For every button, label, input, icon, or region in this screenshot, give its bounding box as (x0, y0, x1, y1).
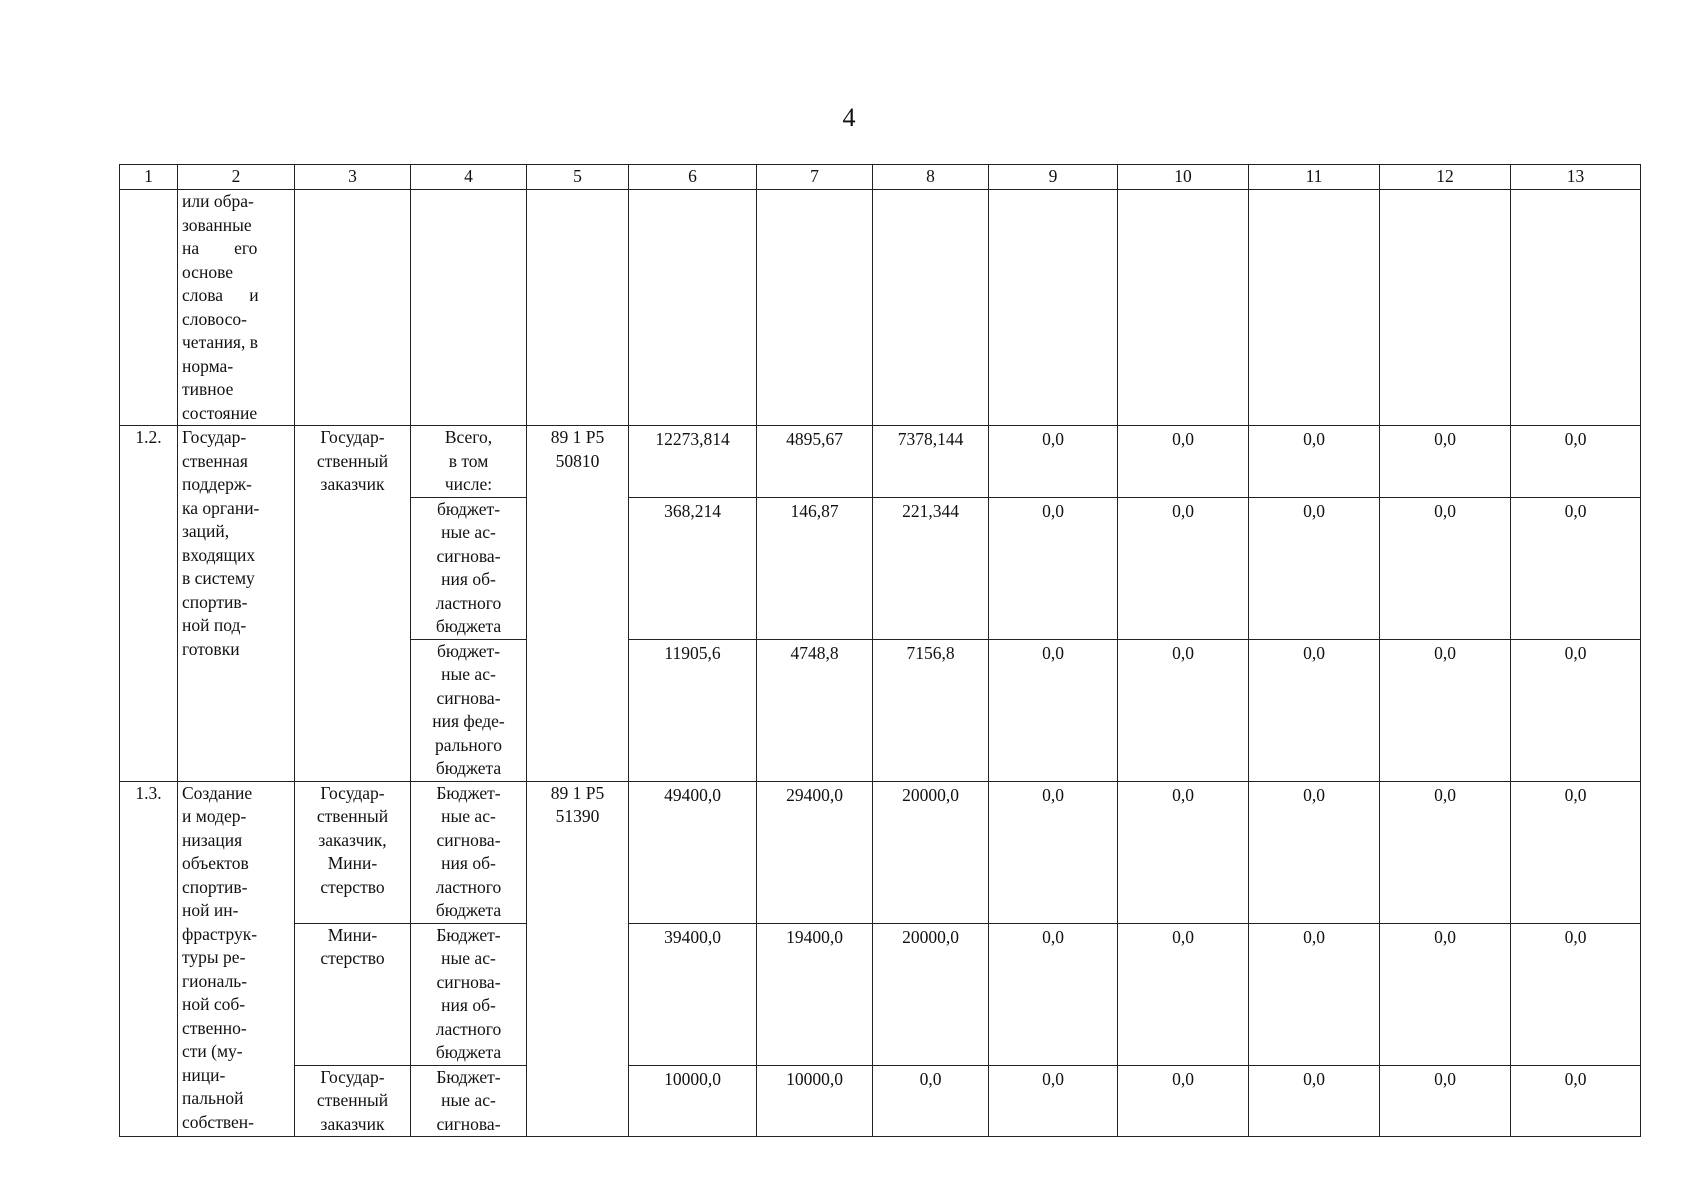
value-cell: 0,0 (1249, 426, 1380, 498)
funding-source-cell: бюджет- ные ас- сигнова- ния феде- рального бюджета (411, 639, 527, 781)
value-cell: 146,87 (757, 497, 873, 639)
value-cell: 12273,814 (629, 426, 757, 498)
col-header: 10 (1118, 165, 1249, 190)
budget-code-cell: 89 1 P5 51390 (527, 781, 629, 1137)
table-row (120, 426, 1641, 498)
row-number: 1.2. (120, 426, 178, 782)
table-row (120, 781, 1641, 923)
customer-cell: Государ- ственный заказчик, Мини- стерство (295, 781, 411, 923)
value-cell: 0,0 (989, 781, 1118, 923)
col-header: 6 (629, 165, 757, 190)
value-cell: 0,0 (1511, 497, 1641, 639)
funding-source-cell: Бюджет- ные ас- сигнова- ния об- ластного бюджета (411, 923, 527, 1065)
col-header: 7 (757, 165, 873, 190)
value-cell: 0,0 (1118, 426, 1249, 498)
value-cell: 0,0 (989, 426, 1118, 498)
item-name-cell: Создание и модер- низация объектов спортив- ной ин- фраструк- туры ре- гиональ- ной соб- ственно- сти (му- ници- пальной собствен- (178, 781, 295, 1137)
table-row (120, 1065, 1641, 1137)
value-cell: 0,0 (1380, 781, 1511, 923)
value-cell: 0,0 (1380, 426, 1511, 498)
value-cell: 0,0 (1249, 639, 1380, 781)
value-cell: 0,0 (1118, 781, 1249, 923)
value-cell: 0,0 (1249, 781, 1380, 923)
value-cell: 0,0 (989, 639, 1118, 781)
value-cell: 221,344 (873, 497, 989, 639)
value-cell: 0,0 (1380, 639, 1511, 781)
value-cell: 0,0 (1118, 497, 1249, 639)
col-header: 13 (1511, 165, 1641, 190)
value-cell: 0,0 (989, 923, 1118, 1065)
value-cell: 0,0 (1511, 639, 1641, 781)
col-header: 12 (1380, 165, 1511, 190)
value-cell: 0,0 (1380, 497, 1511, 639)
col-header: 8 (873, 165, 989, 190)
page-number: 4 (842, 103, 856, 132)
item-name-cell: или обра- зованные на его основе слова и словосо- четания, в норма- тивное состояние (178, 190, 295, 426)
value-cell: 39400,0 (629, 923, 757, 1065)
value-cell: 0,0 (1249, 923, 1380, 1065)
value-cell: 10000,0 (629, 1065, 757, 1137)
col-header: 5 (527, 165, 629, 190)
value-cell: 0,0 (1249, 1065, 1380, 1137)
customer-cell: Мини- стерство (295, 923, 411, 1065)
funding-source-cell: Бюджет- ные ас- сигнова- (411, 1065, 527, 1137)
value-cell: 0,0 (1380, 923, 1511, 1065)
value-cell: 20000,0 (873, 781, 989, 923)
header-row (120, 165, 1641, 190)
col-header: 2 (178, 165, 295, 190)
customer-cell: Государ- ственный заказчик (295, 1065, 411, 1137)
value-cell: 0,0 (1511, 1065, 1641, 1137)
value-cell: 368,214 (629, 497, 757, 639)
col-header: 11 (1249, 165, 1380, 190)
value-cell: 49400,0 (629, 781, 757, 923)
value-cell: 29400,0 (757, 781, 873, 923)
value-cell: 0,0 (989, 497, 1118, 639)
value-cell: 10000,0 (757, 1065, 873, 1137)
funding-source-cell: бюджет- ные ас- сигнова- ния об- ластного бюджета (411, 497, 527, 639)
value-cell: 4895,67 (757, 426, 873, 498)
value-cell: 7378,144 (873, 426, 989, 498)
value-cell: 19400,0 (757, 923, 873, 1065)
col-header: 3 (295, 165, 411, 190)
value-cell: 20000,0 (873, 923, 989, 1065)
value-cell: 0,0 (1249, 497, 1380, 639)
value-cell: 0,0 (1511, 426, 1641, 498)
table-row (120, 190, 1641, 426)
value-cell: 0,0 (873, 1065, 989, 1137)
value-cell: 4748,8 (757, 639, 873, 781)
item-name-cell: Государ- ственная поддерж- ка органи- заций, входящих в систему спортив- ной под- готовки (178, 426, 295, 782)
col-header: 4 (411, 165, 527, 190)
budget-code-cell: 89 1 P5 50810 (527, 426, 629, 782)
customer-cell: Государ- ственный заказчик (295, 426, 411, 782)
value-cell: 0,0 (1511, 923, 1641, 1065)
value-cell: 0,0 (1118, 639, 1249, 781)
value-cell: 0,0 (1118, 1065, 1249, 1137)
value-cell: 7156,8 (873, 639, 989, 781)
funding-source-cell: Всего, в том числе: (411, 426, 527, 498)
value-cell: 0,0 (989, 1065, 1118, 1137)
funding-source-cell: Бюджет- ные ас- сигнова- ния об- ластного бюджета (411, 781, 527, 923)
col-header: 1 (120, 165, 178, 190)
value-cell: 11905,6 (629, 639, 757, 781)
value-cell: 0,0 (1511, 781, 1641, 923)
col-header: 9 (989, 165, 1118, 190)
table-row (120, 923, 1641, 1065)
budget-table (119, 164, 1641, 1137)
value-cell: 0,0 (1118, 923, 1249, 1065)
row-number: 1.3. (120, 781, 178, 1137)
value-cell: 0,0 (1380, 1065, 1511, 1137)
